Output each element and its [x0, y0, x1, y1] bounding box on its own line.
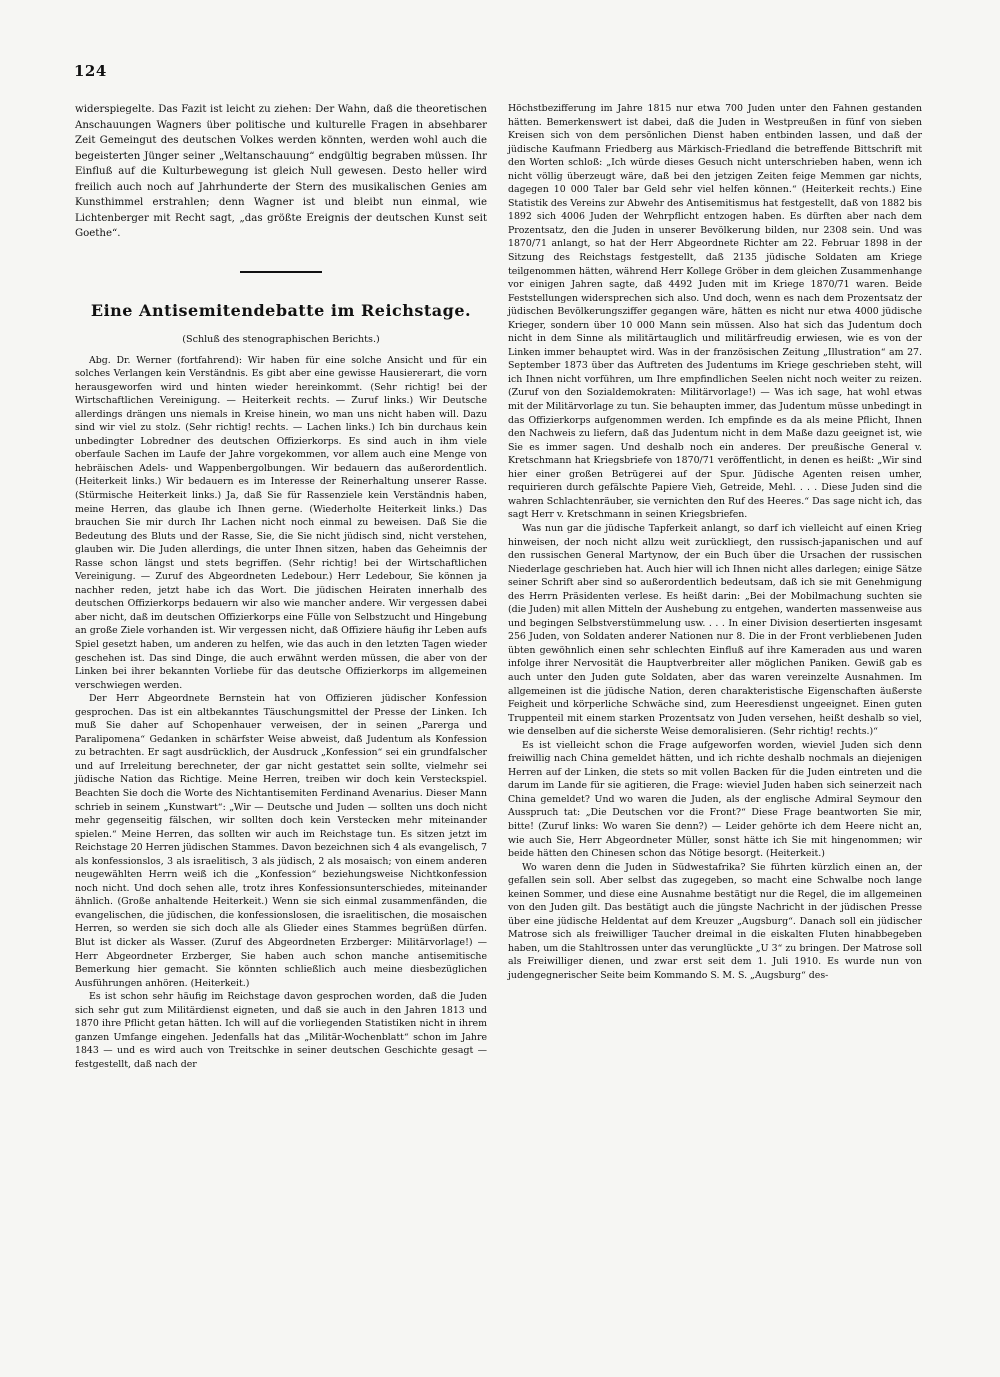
body-paragraph: Es ist schon sehr häufig im Reichstage davon gesprochen worden, daß die Juden sich sehr gut zum Militärdienst eigneten, und daß sie auch in den Jahren 1813 und 1870 ihre Pflicht getan hätten. Ich will auf die vorliegenden Statistiken nicht in ihrem ganzen Umfange eingehen. Jedenfalls hat das „Militär-Wochenblatt“ schon im Jahre 1843 — und es wird auch von Treitschke in seiner deutschen Geschichte gesagt — festgestellt, daß nach der: [75, 991, 487, 1070]
body-paragraph: Abg. Dr. Werner (fortfahrend): Wir haben für eine solche Ansicht und für ein solches Verlangen kein Verständnis. Es gibt aber eine gewisse Hausiererart, die vorn herausgeworfen wird und hinten wieder hereinkommt. (Sehr richtig! bei der Wirtschaftlichen Vereinigung. — Heiterkeit rechts. — Zuruf links.) Wir Deutsche allerdings drängen uns niemals in Kreise hinein, wo man uns nicht haben will. Dazu sind wir viel zu stolz. (Sehr richtig! rechts. — Lachen links.) Ich bin durchaus kein unbedingter Lobredner des deutschen Offizierkorps. Es sind auch in ihm viele oberfaule Sachen im Laufe der Jahre vorgekommen, vor allem auch eine Menge von hebräischen Adels- und Wappenbergolbungen. Wir bedauern das außerordentlich. (Heiterkeit links.) Wir bedauern es im Interesse der Reinerhaltung unserer Rasse. (Stürmische Heiterkeit links.) Ja, daß Sie für Rassenziele kein Verständnis haben, meine Herren, das glaube ich Ihnen gerne. (Wiederholte Heiterkeit links.) Das brauchen Sie mir durch Ihr Lachen nicht noch einmal zu beweisen. Daß Sie die Bedeutung des Bluts und der Rasse, Sie, die Sie nicht jüdisch sind, nicht verstehen, glauben wir. Die Juden allerdings, die unter Ihnen sitzen, haben das Geheimnis der Rasse schon längst und stets begriffen. (Sehr richtig! bei der Wirtschaftlichen Vereinigung. — Zuruf des Abgeordneten Ledebour.) Herr Ledebour, Sie können ja nachher reden, jetzt habe ich das Wort. Die jüdischen Heiraten innerhalb des deutschen Offizierkorps bedauern wir also wie mancher andere. Wir vergessen dabei aber nicht, daß im deutschen Offizierkorps eine Fülle von Selbstzucht und Hingebung an große Ziele vorhanden ist. Wir vergessen nicht, daß Offiziere häufig ihr Leben aufs Spiel gesetzt haben, um anderen zu helfen, wie das auch in den letzten Tagen wieder geschehen ist. Das sind Dinge, die auch erwähnt werden müssen, die aber von der Linken bei ihrer bekannten Vorliebe für das deutsche Offizierkorps im allgemeinen verschwiegen werden.: [75, 354, 487, 691]
intro-paragraph: widerspiegelte. Das Fazit ist leicht zu ziehen: Der Wahn, daß die theoretischen Anschauungen Wagners über politische und kulturelle Fragen in absehbarer Zeit Gemeingut des deutschen Volkes werden könnten, werden wohl auch die begeisterten Jünger seiner „Weltanschauung“ endgültig begraben müssen. Ihr Einfluß auf die Kulturbewegung ist gleich Null gewesen. Desto heller wird freilich auch noch auf Jahrhunderte der Stern des musikalischen Genies am Kunsthimmel erstrahlen; denn Wagner ist und bleibt nun einmal, wie Lichtenberger mit Recht sagt, „das größte Ereignis der deutschen Kunst seit Goethe“.: [75, 104, 487, 239]
section-divider: [240, 271, 322, 273]
section-subtitle: (Schluß des stenographischen Berichts.): [182, 333, 380, 345]
page-number: 124: [74, 62, 107, 80]
body-paragraph: Höchstbezifferung im Jahre 1815 nur etwa 700 Juden unter den Fahnen gestanden hätten. Bemerkenswert ist dabei, daß die Juden in Westpreußen in fünf von sieben Kreisen sich von dem persönlichen Dienst haben entbinden lassen, und daß der jüdische Kaufmann Friedberg aus Märkisch-Friedland die betreffende Bittschrift mit den Worten schloß: „Ich würde dieses Gesuch nicht unterschrieben haben, wenn ich nicht völlig überzeugt wäre, daß bei den jetzigen Zeiten feige Memmen gar nichts, dagegen 10 000 Taler bar Geld sehr viel helfen können.“ (Heiterkeit rechts.) Eine Statistik des Vereins zur Abwehr des Antisemitismus hat festgestellt, daß von 1882 bis 1892 sich 4006 Juden der Wehrpflicht entzogen haben. Es dürften aber nach dem Prozentsatz, den die Juden in unserer Bevölkerung bilden, nur 2308 sein. Und was 1870/71 anlangt, so hat der Herr Abgeordnete Richter am 22. Februar 1898 in der Sitzung des Reichstags festgestellt, daß 2135 jüdische Soldaten am Kriege teilgenommen hätten, während Herr Kollege Gröber in dem gleichen Zusammenhange vor einigen Jahren sagte, daß 4492 Juden mit im Kriege 1870/71 waren. Beide Feststellungen widersprechen sich also. Und doch, wenn es nach dem Prozentsatz der jüdischen Bevölkerungsziffer gegangen wäre, hätten es nicht nur etwa 4000 jüdische Krieger, sondern über 10 000 Mann sein müssen. Also hat sich das Judentum doch nicht in dem Sinne als militärtauglich und militärfreudig erwiesen, wie es von der Linken immer behauptet wird. Was in der französischen Zeitung „Illustration“ am 27. September 1873 über das Auftreten des Judentums im Kriege geschrieben steht, will ich Ihnen nicht vorführen, um Ihre empfindlichen Seelen nicht noch weiter zu reizen. (Zuruf von den Sozialdemokraten: Militärvorlage!) — Was ich sage, hat wohl etwas mit der Militärvorlage zu tun. Sie behaupten immer, das Judentum müsse unbedingt in das Offizierkorps aufgenommen werden. Ich empfinde es da als meine Pflicht, Ihnen den Nachweis zu liefern, daß das Judentum nicht in dem Maße dazu geeignet ist, wie Sie es immer sagen. Und deshalb noch ein anderes. Der preußische General v. Kretschmann hat Kriegsbriefe von 1870/71 veröffentlicht, in denen es heißt: „Wir sind hier einer großen Betrügerei auf der Spur. Jüdische Agenten reisen umher, requirieren durch gefälschte Papiere Vieh, Getreide, Mehl. . . . Diese Juden sind die wahren Schlachtenräuber, sie vernichten den Ruf des Heeres.“ Das sage nicht ich, das sagt Herr v. Kretschmann in seinen Kriegsbriefen.: [508, 103, 922, 521]
left-column: [75, 102, 487, 1071]
body-paragraph: Der Herr Abgeordnete Bernstein hat von Offizieren jüdischer Konfession gesprochen. Das ist ein altbekanntes Täuschungsmittel der Presse der Linken. Ich muß Sie daher auf Schopenhauer verweisen, der in seinen „Parerga und Paralipomena“ Gedanken in schärfster Weise abweist, daß Judentum als Konfession zu betrachten. Er sagt ausdrücklich, der Ausdruck „Konfession“ sei ein grundfalscher und auf Irreleitung berechneter, der gar nicht gestattet sein sollte, vielmehr sei jüdische Nation das Richtige. Meine Herren, treiben wir doch kein Versteckspiel. Beachten Sie doch die Worte des Nichtantisemiten Ferdinand Avenarius. Dieser Mann schrieb in seinem „Kunstwart“: „Wir — Deutsche und Juden — sollten uns doch nicht mehr gegenseitig fälschen, wir sollten doch kein Verstecken mehr miteinander spielen.“ Meine Herren, das sollten wir auch im Reichstage tun. Es sitzen jetzt im Reichstage 20 Herren jüdischen Stammes. Davon bezeichnen sich 4 als evangelisch, 7 als konfessionslos, 3 als israelitisch, 3 als jüdisch, 2 als mosaisch; von einem anderen neugewählten Herrn weiß ich die „Konfession“ beziehungsweise Nichtkonfession noch nicht. Und doch sehen alle, trotz ihres Konfessionsunterschiedes, miteinander ähnlich. (Große anhaltende Heiterkeit.) Wenn sie sich einmal zusammenfänden, die evangelischen, die jüdischen, die konfessionslosen, die israelitischen, die mosaischen Herren, so werden sie sich doch alle als Glieder eines Stammes begrüßen dürfen. Blut ist dicker als Wasser. (Zuruf des Abgeordneten Erzberger: Militärvorlage!) — Herr Abgeordneter Erzberger, Sie haben auch schon manche antisemitische Bemerkung hier gemacht. Sie könnten schließlich auch meine diesbezüglichen Ausführungen anhören. (Heiterkeit.): [75, 693, 487, 989]
body-paragraph: Wo waren denn die Juden in Südwestafrika? Sie führten kürzlich einen an, der gefallen sein soll. Aber selbst das zugegeben, so macht eine Schwalbe noch lange keinen Sommer, und diese eine Ausnahme bestätigt nur die Regel, die im allgemeinen von den Juden gilt. Das bestätigt auch die jüngste Nachricht in der jüdischen Presse über eine jüdische Heldentat auf dem Kreuzer „Augsburg“. Danach soll ein jüdischer Matrose sich als freiwilliger Taucher dreimal in die eiskalten Fluten hinabbegeben haben, um die Stahltrossen unter das verunglückte „U 3“ zu bringen. Der Matrose soll als Freiwilliger dienen, und zwar erst seit dem 1. Juli 1910. Es wurde nun von judengegnerischer Seite beim Kommando S. M. S. „Augsburg“ des-: [508, 861, 922, 981]
right-column: [508, 102, 922, 983]
body-paragraph: Es ist vielleicht schon die Frage aufgeworfen worden, wieviel Juden sich denn freiwillig nach China gemeldet hätten, und ich richte deshalb nochmals an diejenigen Herren auf der Linken, die stets so mit vollen Backen für die Juden eintreten und die darum im Lande für sie agitieren, die Frage: wieviel Juden haben sich seinerzeit nach China gemeldet? Und wo waren die Juden, als der englische Admiral Seymour den Ausspruch tat: „Die Deutschen vor die Front?“ Diese Frage beantworten Sie mir, bitte! (Zuruf links: Wo waren Sie denn?) — Leider gehörte ich dem Heere nicht an, wie auch Sie, Herr Abgeordneter Müller, sonst hätte ich Sie mit hingenommen; wir beide hätten den Chinesen schon das Nötige besorgt. (Heiterkeit.): [508, 739, 922, 860]
section-title: Eine Antisemitendebatte im Reichstage.: [90, 300, 472, 320]
body-paragraph: Was nun gar die jüdische Tapferkeit anlangt, so darf ich vielleicht auf einen Krieg hinweisen, der noch nicht allzu weit zurückliegt, den russisch-japanischen und auf den russischen General Martynow, der ein Buch über die Ursachen der russischen Niederlage geschrieben hat. Auch hier will ich Ihnen nicht alles darlegen; einige Sätze seiner Schrift aber sind so außerordentlich bedeutsam, daß ich sie mit Genehmigung des Herrn Präsidenten verlese. Es heißt darin: „Bei der Mobilmachung suchten sie (die Juden) mit allen Mitteln der Aushebung zu entgehen, wanderten massenweise aus und begingen Selbstverstümmelung usw. . . . In einer Division desertierten insgesamt 256 Juden, von Soldaten anderer Nationen nur 8. Die in der Front verbliebenen Juden übten gewöhnlich einen sehr schlechten Einfluß auf ihre Kameraden aus und waren infolge ihrer Nervosität die Hauptverbreiter aller möglichen Paniken. Gewiß gab es auch unter den Juden gute Soldaten, aber das waren vereinzelte Ausnahmen. Im allgemeinen ist die jüdische Nation, deren charakteristische Eigenschaften äußerste Feigheit und körperliche Schwäche sind, zum Heeresdienst ungeeignet. Einen guten Truppenteil mit einem starken Prozentsatz von Juden versehen, heißt deshalb so viel, wie denselben auf die sicherste Weise demoralisieren. (Sehr richtig! rechts.)“: [508, 522, 922, 738]
